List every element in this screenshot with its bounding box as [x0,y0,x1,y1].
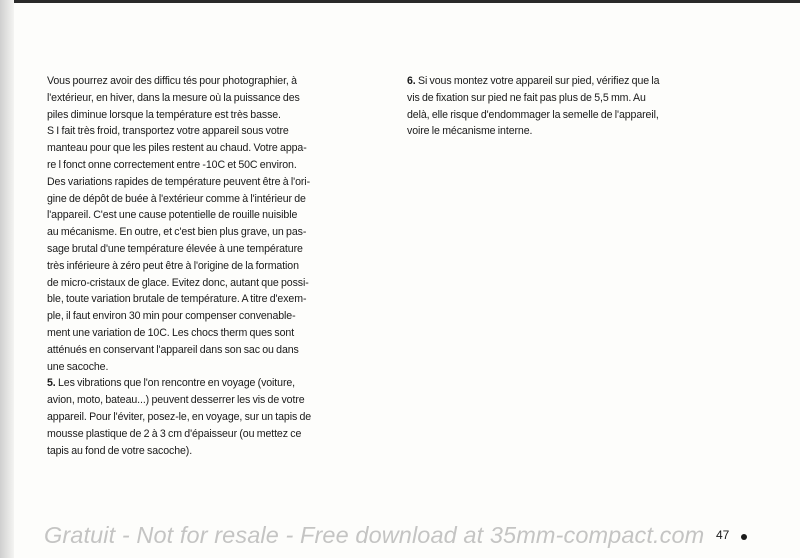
item-5-number: 5. [47,377,56,390]
item-5-first-line [47,375,395,392]
text-line: ble, toute variation brutale de température. A titre d'exem- [47,293,307,306]
text-line: Des variations rapides de température peuvent être à l'ori- [47,175,310,188]
scan-top-edge [0,0,800,3]
page-number: 47 [716,528,730,542]
text-line: ment une variation de 10C. Les chocs therm ques sont [47,326,295,339]
text-line: tapis au fond de votre sacoche). [47,444,193,457]
text-line: l'appareil. C'est une cause potentielle de rouille nuisible [47,209,298,222]
text-line: manteau pour que les piles restent au chaud. Votre appa- [47,142,307,155]
text-line: Vous pourrez avoir des difficu tés pour photographier, à [47,75,297,87]
left-column [47,73,395,459]
text-line: piles diminue lorsque la température est très basse. [47,108,281,121]
item-6-number: 6. [407,75,416,87]
item-6-text: Si vous montez votre appareil sur pied, vérifiez que la [415,75,660,87]
item-6-first-line [407,73,745,90]
text-line: vis de fixation sur pied ne fait pas plus de 5,5 mm. Au [407,91,646,104]
text-line: une sacoche. [47,360,109,373]
text-line: delà, elle risque d'endommager la semelle de l'appareil, [407,108,659,121]
text-line: avion, moto, bateau...) peuvent desserrer les vis de votre [47,394,305,407]
text-line: atténués en conservant l'appareil dans son sac ou dans [47,343,299,356]
text-line: très inférieure à zéro peut être à l'origine de la formation [47,259,299,272]
text-line: l'extérieur, en hiver, dans la mesure où la puissance des [47,91,300,104]
watermark-text: Gratuit - Not for resale - Free download at 35mm-compact.com [44,522,705,548]
text-line: voire le mécanisme interne. [407,125,533,138]
text-line: au mécanisme. En outre, et c'est bien plus grave, un pas- [47,226,307,239]
text-line: sage brutal d'une température élevée à une température [47,242,303,255]
item-5-text: Les vibrations que l'on rencontre en voyage (voiture, [55,377,296,390]
text-line: appareil. Pour l'éviter, posez-le, en voyage, sur un tapis de [47,410,312,423]
right-column [407,73,745,140]
text-line: gine de dépôt de buée à l'extérieur comme à l'intérieur de [47,192,306,205]
text-line: de micro-cristaux de glace. Evitez donc, autant que possi- [47,276,309,289]
bullet-icon [741,534,747,540]
text-line: re l fonct onne correctement entre -10C et 50C environ. [47,158,297,171]
text-line: mousse plastique de 2 à 3 cm d'épaisseur (ou mettez ce [47,427,302,440]
scan-left-edge [0,0,14,558]
text-line: S I fait très froid, transportez votre appareil sous votre [47,125,289,138]
text-line: ple, il faut environ 30 min pour compenser convenable- [47,310,296,323]
